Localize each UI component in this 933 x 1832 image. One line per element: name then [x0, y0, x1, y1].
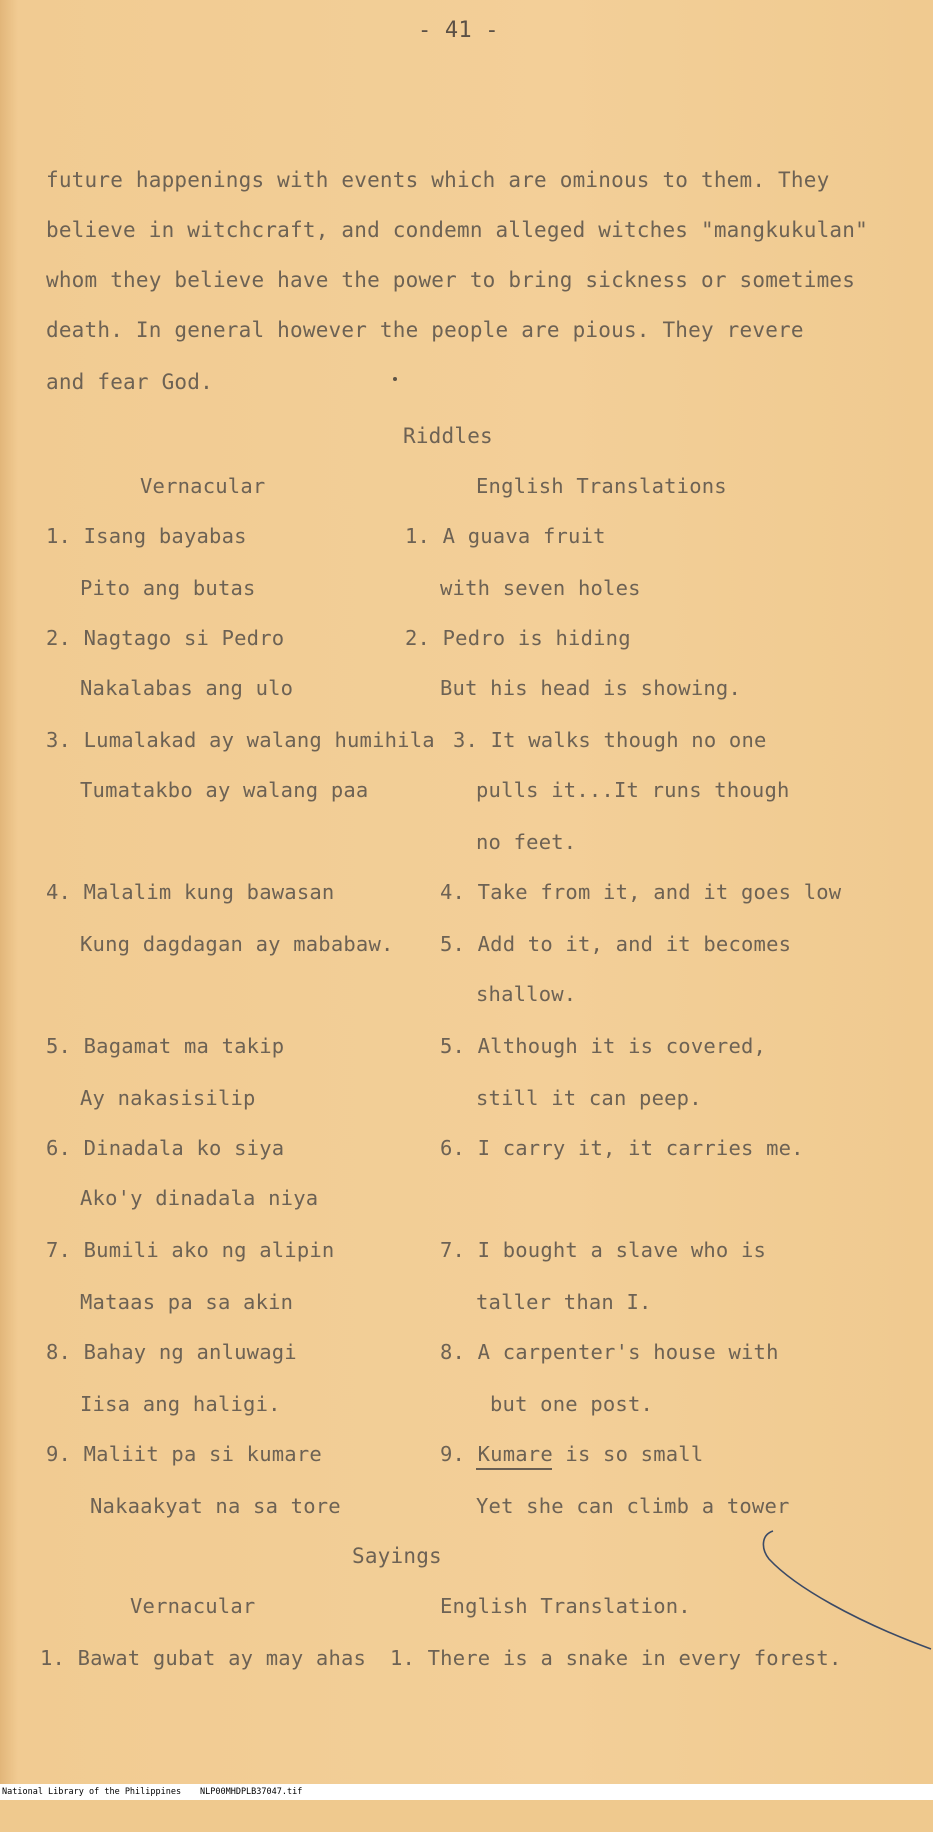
- riddle-english-line: But his head is showing.: [440, 676, 742, 700]
- riddle-english-line: 3. It walks though no one: [453, 728, 767, 752]
- riddle-vernacular-line: 2. Nagtago si Pedro: [46, 626, 285, 650]
- riddle-english-line: 5. Although it is covered,: [440, 1034, 767, 1058]
- intro-line: believe in witchcraft, and condemn alleged witches "mangkukulan": [46, 218, 868, 242]
- scan-footer: [0, 1784, 933, 1800]
- riddle-vernacular-line: 6. Dinadala ko siya: [46, 1136, 285, 1160]
- saying-vernacular-line: 1. Bawat gubat ay may ahas: [40, 1646, 367, 1670]
- riddle-vernacular-line: 1. Isang bayabas: [46, 524, 247, 548]
- riddle-english-line: still it can peep.: [476, 1086, 702, 1110]
- intro-line: future happenings with events which are ominous to them. They: [46, 168, 830, 192]
- riddle-english-line: 6. I carry it, it carries me.: [440, 1136, 804, 1160]
- riddle-vernacular-line: 7. Bumili ako ng alipin: [46, 1238, 335, 1262]
- saying-english-line: 1. There is a snake in every forest.: [390, 1646, 842, 1670]
- ink-dot: [393, 377, 397, 381]
- riddle-vernacular-line: 3. Lumalakad ay walang humihila: [46, 728, 435, 752]
- pen-mark: [755, 1525, 933, 1655]
- riddles-col-vernacular: Vernacular: [140, 474, 266, 498]
- intro-line: whom they believe have the power to bring sickness or sometimes: [46, 268, 856, 292]
- riddle-vernacular-line: 4. Malalim kung bawasan: [46, 880, 335, 904]
- sayings-title: Sayings: [352, 1544, 442, 1568]
- riddle-english-line: with seven holes: [440, 576, 641, 600]
- riddle-vernacular-line: Nakaakyat na sa tore: [90, 1494, 341, 1518]
- riddle-vernacular-line: Tumatakbo ay walang paa: [80, 778, 369, 802]
- riddle-vernacular-line: Ay nakasisilip: [80, 1086, 256, 1110]
- riddle-vernacular-line: Mataas pa sa akin: [80, 1290, 294, 1314]
- kumare-underline: [476, 1468, 552, 1470]
- riddles-col-english: English Translations: [476, 474, 727, 498]
- riddle-vernacular-line: 8. Bahay ng anluwagi: [46, 1340, 297, 1364]
- riddle-english-line: 8. A carpenter's house with: [440, 1340, 779, 1364]
- footer-library: National Library of the Philippines: [2, 1787, 182, 1797]
- riddle-vernacular-line: Ako'y dinadala niya: [80, 1186, 319, 1210]
- footer-filename: NLP00MHDPLB37047.tif: [200, 1787, 303, 1797]
- riddle-english-line: shallow.: [476, 982, 577, 1006]
- riddle-vernacular-line: Iisa ang haligi.: [80, 1392, 281, 1416]
- riddle-english-line: Yet she can climb a tower: [476, 1494, 790, 1518]
- riddle-vernacular-line: Kung dagdagan ay mababaw.: [80, 932, 394, 956]
- riddle-vernacular-line: Nakalabas ang ulo: [80, 676, 294, 700]
- sayings-col-vernacular: Vernacular: [130, 1594, 256, 1618]
- riddle-english-line: no feet.: [476, 830, 577, 854]
- riddle-vernacular-line: 5. Bagamat ma takip: [46, 1034, 285, 1058]
- riddle-vernacular-line: Pito ang butas: [80, 576, 256, 600]
- intro-line: and fear God.: [46, 370, 213, 394]
- riddle-english-line: taller than I.: [476, 1290, 652, 1314]
- riddle-english-line: 5. Add to it, and it becomes: [440, 932, 792, 956]
- page-number: - 41 -: [418, 18, 499, 43]
- intro-line: death. In general however the people are pious. They revere: [46, 318, 804, 342]
- riddle-english-line: 4. Take from it, and it goes low: [440, 880, 842, 904]
- riddles-title: Riddles: [403, 424, 493, 448]
- riddle-english-line: but one post.: [490, 1392, 654, 1416]
- riddle-vernacular-line: 9. Maliit pa si kumare: [46, 1442, 322, 1466]
- sayings-col-english: English Translation.: [440, 1594, 691, 1618]
- riddle-english-line: 2. Pedro is hiding: [405, 626, 631, 650]
- riddle-english-line: 1. A guava fruit: [405, 524, 606, 548]
- riddle-english-line: 7. I bought a slave who is: [440, 1238, 767, 1262]
- riddle-english-line: pulls it...It runs though: [476, 778, 790, 802]
- riddle-english-line: 9. Kumare is so small: [440, 1442, 704, 1466]
